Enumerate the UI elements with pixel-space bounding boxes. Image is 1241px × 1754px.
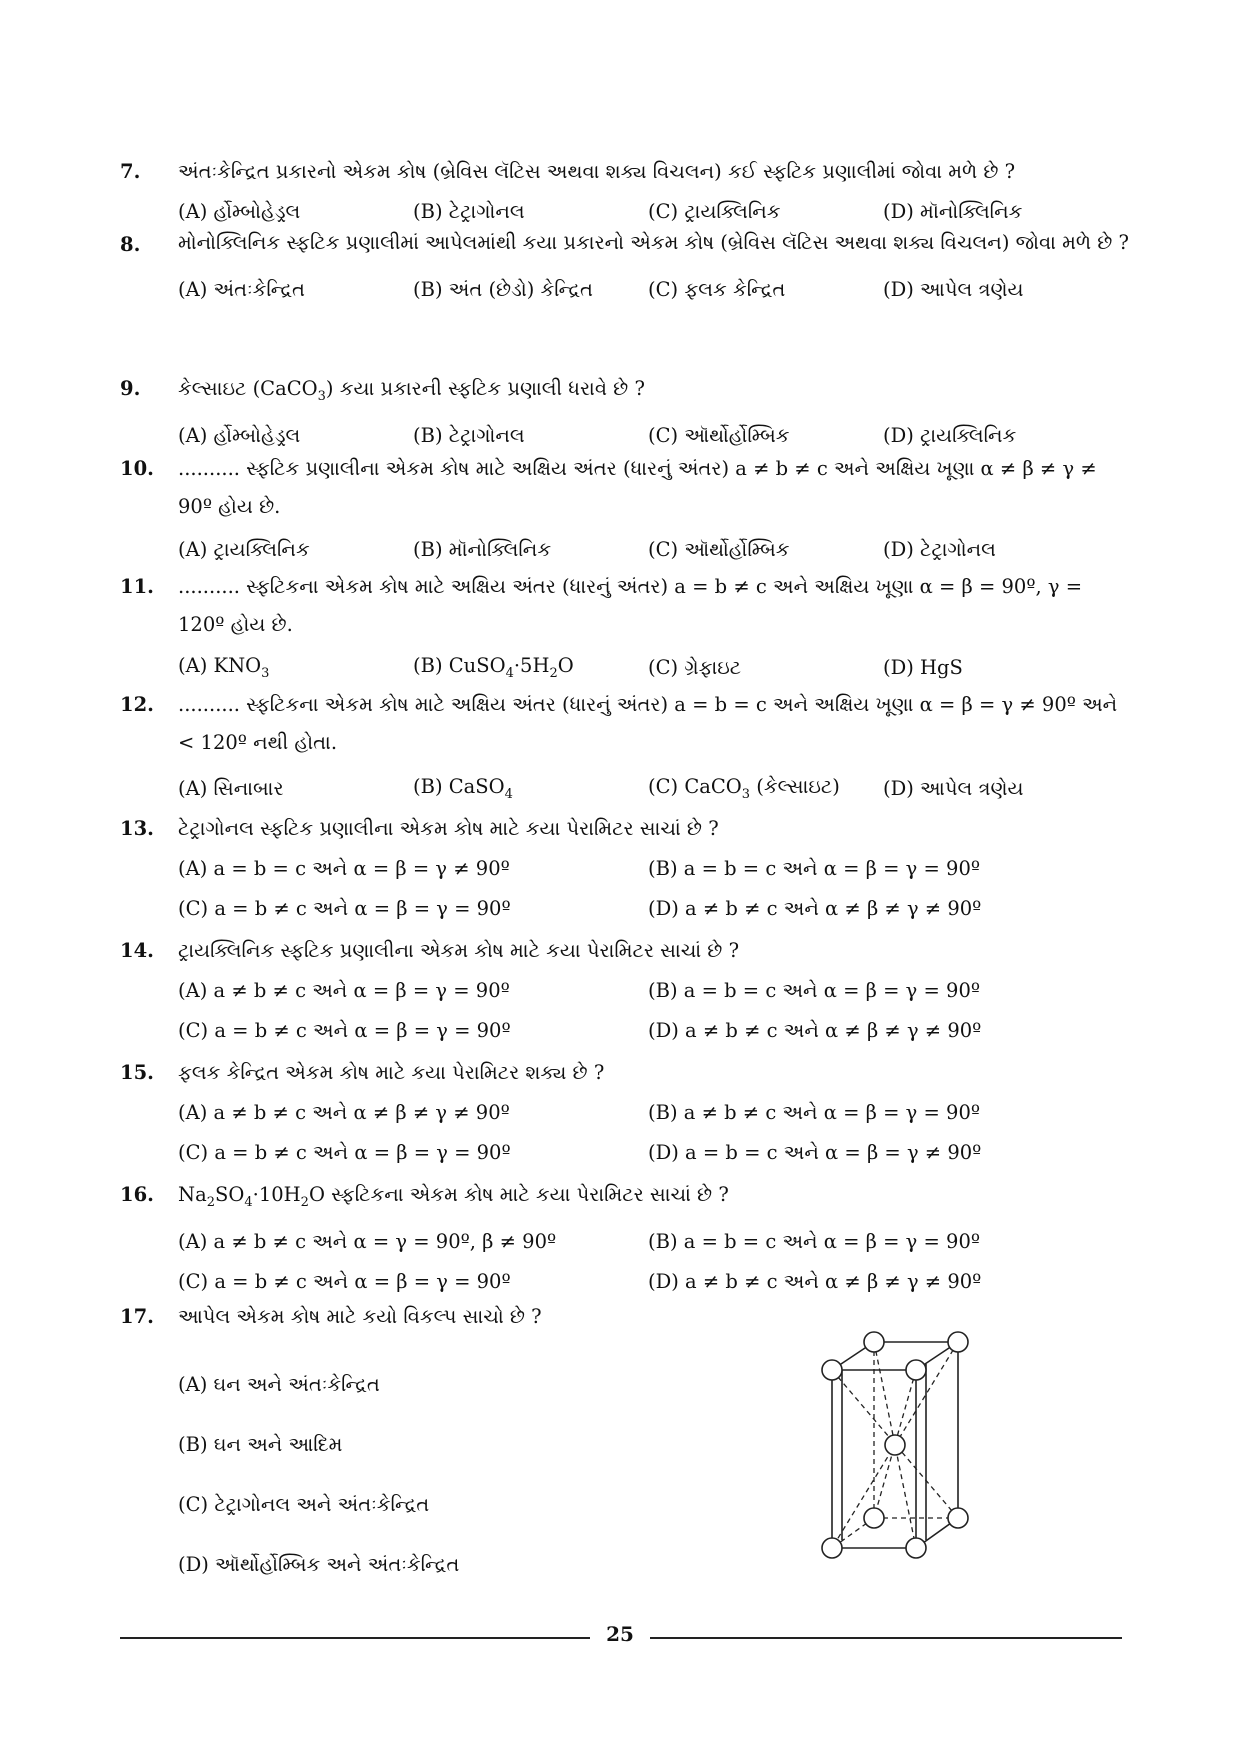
option-c: (C) ઑર્થોર્હોમ્બિક [648, 424, 790, 448]
option-b: (B) CaSO$_4$ [413, 774, 513, 802]
question-11 [120, 568, 1130, 690]
corner-atom [948, 1508, 968, 1528]
body-center-atom [885, 1435, 905, 1455]
option-d: (D) ટ્રાયક્લિનિક [883, 424, 1017, 448]
option-b: (B) a = b = c અને α = β = γ = 90º [648, 1230, 981, 1254]
question-text: .......... સ્ફટિક પ્રણાલીના એકમ કોષ માટે અક્ષિય અંતર (ધારનું અંતર) a ≠ b ≠ c અને અક્ષિય ખૂણા α ≠ β ≠ γ ≠ 90º હોય છે. [178, 457, 1097, 518]
option-a: (A) અંતઃકેન્દ્રિત [178, 277, 305, 301]
question-number: 14. [120, 939, 154, 962]
question-number: 13. [120, 817, 154, 840]
option-c: (C) ઑર્થોર્હોમ્બિક [648, 537, 790, 561]
option-d: (D) મૉનોક્લિનિક [883, 199, 1023, 223]
corner-atom [906, 1538, 926, 1558]
option-a: (A) a ≠ b ≠ c અને α = γ = 90º, β ≠ 90º [178, 1230, 557, 1254]
question-number: 12. [120, 693, 154, 716]
corner-atom [864, 1332, 884, 1352]
option-d: (D) a = b = c અને α = β = γ ≠ 90º [648, 1140, 982, 1164]
question-text: આપેલ એકમ કોષ માટે કયો વિકલ્પ સાચો છે ? [178, 1305, 542, 1328]
question-text: મોનોક્લિનિક સ્ફટિક પ્રણાલીમાં આપેલમાંથી કયા પ્રકારનો એકમ કોષ (બ્રેવિસ લૅટિસ અથવા શક્ય વિચલન) જોવા મળે છે ? [178, 231, 1129, 254]
question-text: ફલક કેન્દ્રિત એકમ કોષ માટે કયા પેરામિટર શક્ય છે ? [178, 1061, 605, 1084]
corner-atom [822, 1360, 842, 1380]
question-number: 16. [120, 1183, 154, 1206]
corner-atom [948, 1332, 968, 1352]
option-a: (A) ર્હોમ્બોહેડ્રલ [178, 424, 301, 448]
option-d: (D) ઑર્થોર્હોમ્બિક અને અંતઃકેન્દ્રિત [178, 1552, 460, 1576]
option-b: (B) અંત (છેડો) કેન્દ્રિત [413, 277, 593, 301]
corner-atom [864, 1508, 884, 1528]
option-d: (D) આપેલ ત્રણેય [883, 277, 1024, 301]
option-a: (A) ઘન અને અંતઃકેન્દ્રિત [178, 1372, 380, 1396]
question-10 [120, 450, 1130, 572]
footer-rule-left [120, 1637, 590, 1639]
question-13 [120, 810, 1130, 928]
option-a: (A) a = b = c અને α = β = γ ≠ 90º [178, 856, 510, 880]
question-16 [120, 1176, 1130, 1302]
question-8 [120, 226, 1130, 314]
option-d: (D) a ≠ b ≠ c અને α ≠ β ≠ γ ≠ 90º [648, 896, 982, 920]
question-number: 7. [120, 160, 141, 183]
option-d: (D) a ≠ b ≠ c અને α ≠ β ≠ γ ≠ 90º [648, 1270, 982, 1294]
question-text: ટેટ્રાગોનલ સ્ફટિક પ્રણાલીના એકમ કોષ માટે કયા પેરામિટર સાચાં છે ? [178, 817, 719, 840]
question-15 [120, 1054, 1130, 1172]
question-text: અંતઃકેન્દ્રિત પ્રકારનો એકમ કોષ (બ્રેવિસ લૅટિસ અથવા શક્ય વિચલન) કઈ સ્ફટિક પ્રણાલીમાં જોવા મળે છે ? [178, 160, 1016, 183]
option-b: (B) a ≠ b ≠ c અને α = β = γ = 90º [648, 1100, 981, 1124]
option-b: (B) ઘન અને આદિમ [178, 1432, 343, 1456]
option-b: (B) a = b = c અને α = β = γ = 90º [648, 856, 981, 880]
option-b: (B) a = b = c અને α = β = γ = 90º [648, 978, 981, 1002]
option-a: (A) a ≠ b ≠ c અને α = β = γ = 90º [178, 978, 510, 1002]
footer-rule-right [650, 1637, 1122, 1639]
option-d: (D) a ≠ b ≠ c અને α ≠ β ≠ γ ≠ 90º [648, 1018, 982, 1042]
option-c: (C) ગ્રેફાઇટ [648, 655, 742, 679]
option-d: (D) આપેલ ત્રણેય [883, 776, 1024, 800]
question-text: .......... સ્ફટિકના એકમ કોષ માટે અક્ષિય અંતર (ધારનું અંતર) a = b ≠ c અને અક્ષિય ખૂણા α = β = 90º, γ = 120º હોય છે. [178, 575, 1083, 636]
question-text: .......... સ્ફટિકના એકમ કોષ માટે અક્ષિય અંતર (ધારનું અંતર) a = b = c અને અક્ષિય ખૂણા α = β = γ ≠ 90º અને < 120º નથી હોતા. [178, 693, 1118, 754]
option-c: (C) ટેટ્રાગોનલ અને અંતઃકેન્દ્રિત [178, 1492, 430, 1516]
question-number: 8. [120, 233, 141, 256]
option-c: (C) a = b ≠ c અને α = β = γ = 90º [178, 896, 511, 920]
question-text: $Na_2SO_4\cdot 10H_2O$ સ્ફટિકના એકમ કોષ માટે કયા પેરામિટર સાચાં છે ? [178, 1183, 729, 1210]
option-b: (B) ટેટ્રાગોનલ [413, 199, 525, 223]
question-17 [120, 1298, 760, 1594]
option-a: (A) ટ્રાયક્લિનિક [178, 537, 310, 561]
question-14 [120, 932, 1130, 1050]
question-number: 15. [120, 1061, 154, 1084]
question-text: કેલ્સાઇટ (CaCO$_3$) કયા પ્રકારની સ્ફટિક પ્રણાલી ધરાવે છે ? [178, 377, 645, 404]
question-7 [120, 153, 1130, 231]
unit-cell-diagram [812, 1328, 1012, 1568]
question-text: ટ્રાયક્લિનિક સ્ફટિક પ્રણાલીના એકમ કોષ માટે કયા પેરામિટર સાચાં છે ? [178, 939, 740, 962]
question-number: 9. [120, 377, 141, 400]
option-c: (C) CaCO$_3$ (કેલ્સાઇટ) [648, 774, 840, 802]
option-b: (B) $CuSO_4\cdot 5H_2O$ [413, 653, 574, 681]
option-a: (A) $KNO_3$ [178, 653, 270, 681]
option-b: (B) ટેટ્રાગોનલ [413, 424, 525, 448]
question-number: 11. [120, 575, 154, 598]
option-d: (D) HgS [883, 655, 963, 679]
option-d: (D) ટેટ્રાગોનલ [883, 537, 996, 561]
option-a: (A) સિનાબાર [178, 776, 284, 800]
corner-atom [822, 1538, 842, 1558]
option-c: (C) ટ્રાયક્લિનિક [648, 199, 781, 223]
option-a: (A) ર્હોમ્બોહેડ્રલ [178, 199, 301, 223]
question-number: 10. [120, 457, 154, 480]
option-c: (C) a = b ≠ c અને α = β = γ = 90º [178, 1018, 511, 1042]
corner-atom [906, 1360, 926, 1380]
question-9 [120, 370, 1130, 456]
question-number: 17. [120, 1305, 154, 1328]
option-a: (A) a ≠ b ≠ c અને α ≠ β ≠ γ ≠ 90º [178, 1100, 510, 1124]
question-12 [120, 686, 1130, 814]
option-c: (C) ફલક કેન્દ્રિત [648, 277, 786, 301]
page-number: 25 [606, 1622, 634, 1646]
option-c: (C) a = b ≠ c અને α = β = γ = 90º [178, 1140, 511, 1164]
option-b: (B) મૉનોક્લિનિક [413, 537, 552, 561]
option-c: (C) a = b ≠ c અને α = β = γ = 90º [178, 1270, 511, 1294]
